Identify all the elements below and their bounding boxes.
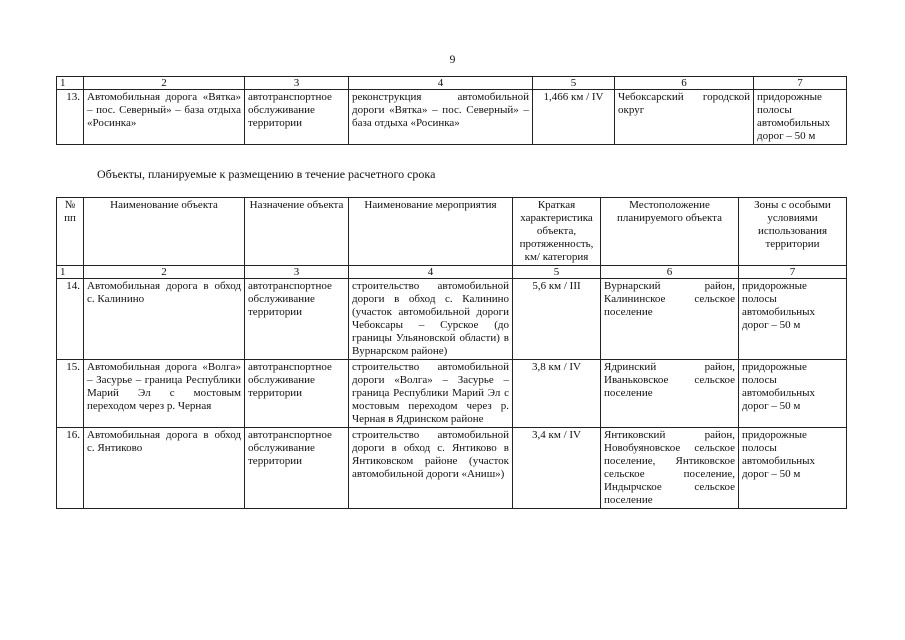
object-purpose: автотранспортное обслуживание территории [245, 90, 349, 145]
row-number: 14. [57, 279, 84, 360]
object-location: Чебоксарский городской округ [615, 90, 754, 145]
object-characteristic: 3,8 км / IV [513, 360, 601, 428]
header-characteristic: Краткая характеристика объекта, протяженность, км/ категория [513, 198, 601, 266]
table-header-row [57, 198, 847, 266]
object-name: Автомобильная дорога «Вятка» – пос. Северный» – база отдыха «Росинка» [84, 90, 245, 145]
object-characteristic: 5,6 км / III [513, 279, 601, 360]
measure-name: строительство автомобильной дороги в обход с. Калинино (участок автомобильной дороги Чебоксары – Сурское (до границы Ульяновской области) в Вурнарском районе) [349, 279, 513, 360]
object-purpose: автотранспортное обслуживание территории [245, 279, 349, 360]
column-number: 4 [349, 266, 513, 279]
object-characteristic: 1,466 км / IV [533, 90, 615, 145]
object-location: Янтиковский район, Новобуяновское сельское поселение, Янтиковское сельское поселение, Индырчское сельское поселение [601, 428, 739, 509]
column-number: 7 [739, 266, 847, 279]
measure-name: реконструкция автомобильной дороги «Вятка» – пос. Северный» – база отдыха «Росинка» [349, 90, 533, 145]
column-number: 2 [84, 77, 245, 90]
header-location: Местоположение планируемого объекта [601, 198, 739, 266]
table-row [57, 279, 847, 360]
objects-table-continued [56, 76, 847, 145]
table-row [57, 428, 847, 509]
table-row [57, 90, 847, 145]
column-number: 6 [601, 266, 739, 279]
column-number: 5 [533, 77, 615, 90]
column-number: 4 [349, 77, 533, 90]
object-name: Автомобильная дорога в обход с. Калинино [84, 279, 245, 360]
object-location: Ядринский район, Иваньковское сельское поселение [601, 360, 739, 428]
column-number: 1 [57, 266, 84, 279]
header-object-purpose: Назначение объекта [245, 198, 349, 266]
section-heading: Объекты, планируемые к размещению в течение расчетного срока [97, 167, 436, 181]
header-measure-name: Наименование мероприятия [349, 198, 513, 266]
special-zones: придорожные полосы автомобильных дорог – 50 м [739, 360, 847, 428]
column-number: 3 [245, 77, 349, 90]
row-number: 15. [57, 360, 84, 428]
measure-name: строительство автомобильной дороги «Волга» – Засурье – граница Республики Марий Эл с мостовым переходом через р. Черная в Ядринском районе [349, 360, 513, 428]
column-number: 7 [754, 77, 847, 90]
column-number: 2 [84, 266, 245, 279]
column-number-row [57, 266, 847, 279]
object-location: Вурнарский район, Калининское сельское поселение [601, 279, 739, 360]
object-characteristic: 3,4 км / IV [513, 428, 601, 509]
object-purpose: автотранспортное обслуживание территории [245, 428, 349, 509]
header-object-name: Наименование объекта [84, 198, 245, 266]
table-row [57, 360, 847, 428]
header-special-zones: Зоны с особыми условиями использования территории [739, 198, 847, 266]
special-zones: придорожные полосы автомобильных дорог – 50 м [739, 279, 847, 360]
column-number: 5 [513, 266, 601, 279]
row-number: 13. [57, 90, 84, 145]
header-number: № пп [57, 198, 84, 266]
object-name: Автомобильная дорога в обход с. Янтиково [84, 428, 245, 509]
column-number-row [57, 77, 847, 90]
page-number: 9 [449, 54, 456, 66]
row-number: 16. [57, 428, 84, 509]
object-name: Автомобильная дорога «Волга» – Засурье – граница Республики Марий Эл с мостовым переходом через р. Черная [84, 360, 245, 428]
object-purpose: автотранспортное обслуживание территории [245, 360, 349, 428]
special-zones: придорожные полосы автомобильных дорог – 50 м [754, 90, 847, 145]
measure-name: строительство автомобильной дороги в обход с. Янтиково в Янтиковском районе (участок автомобильной дороги «Аниш») [349, 428, 513, 509]
special-zones: придорожные полосы автомобильных дорог – 50 м [739, 428, 847, 509]
planned-objects-table [56, 197, 847, 509]
column-number: 3 [245, 266, 349, 279]
column-number: 1 [57, 77, 84, 90]
column-number: 6 [615, 77, 754, 90]
